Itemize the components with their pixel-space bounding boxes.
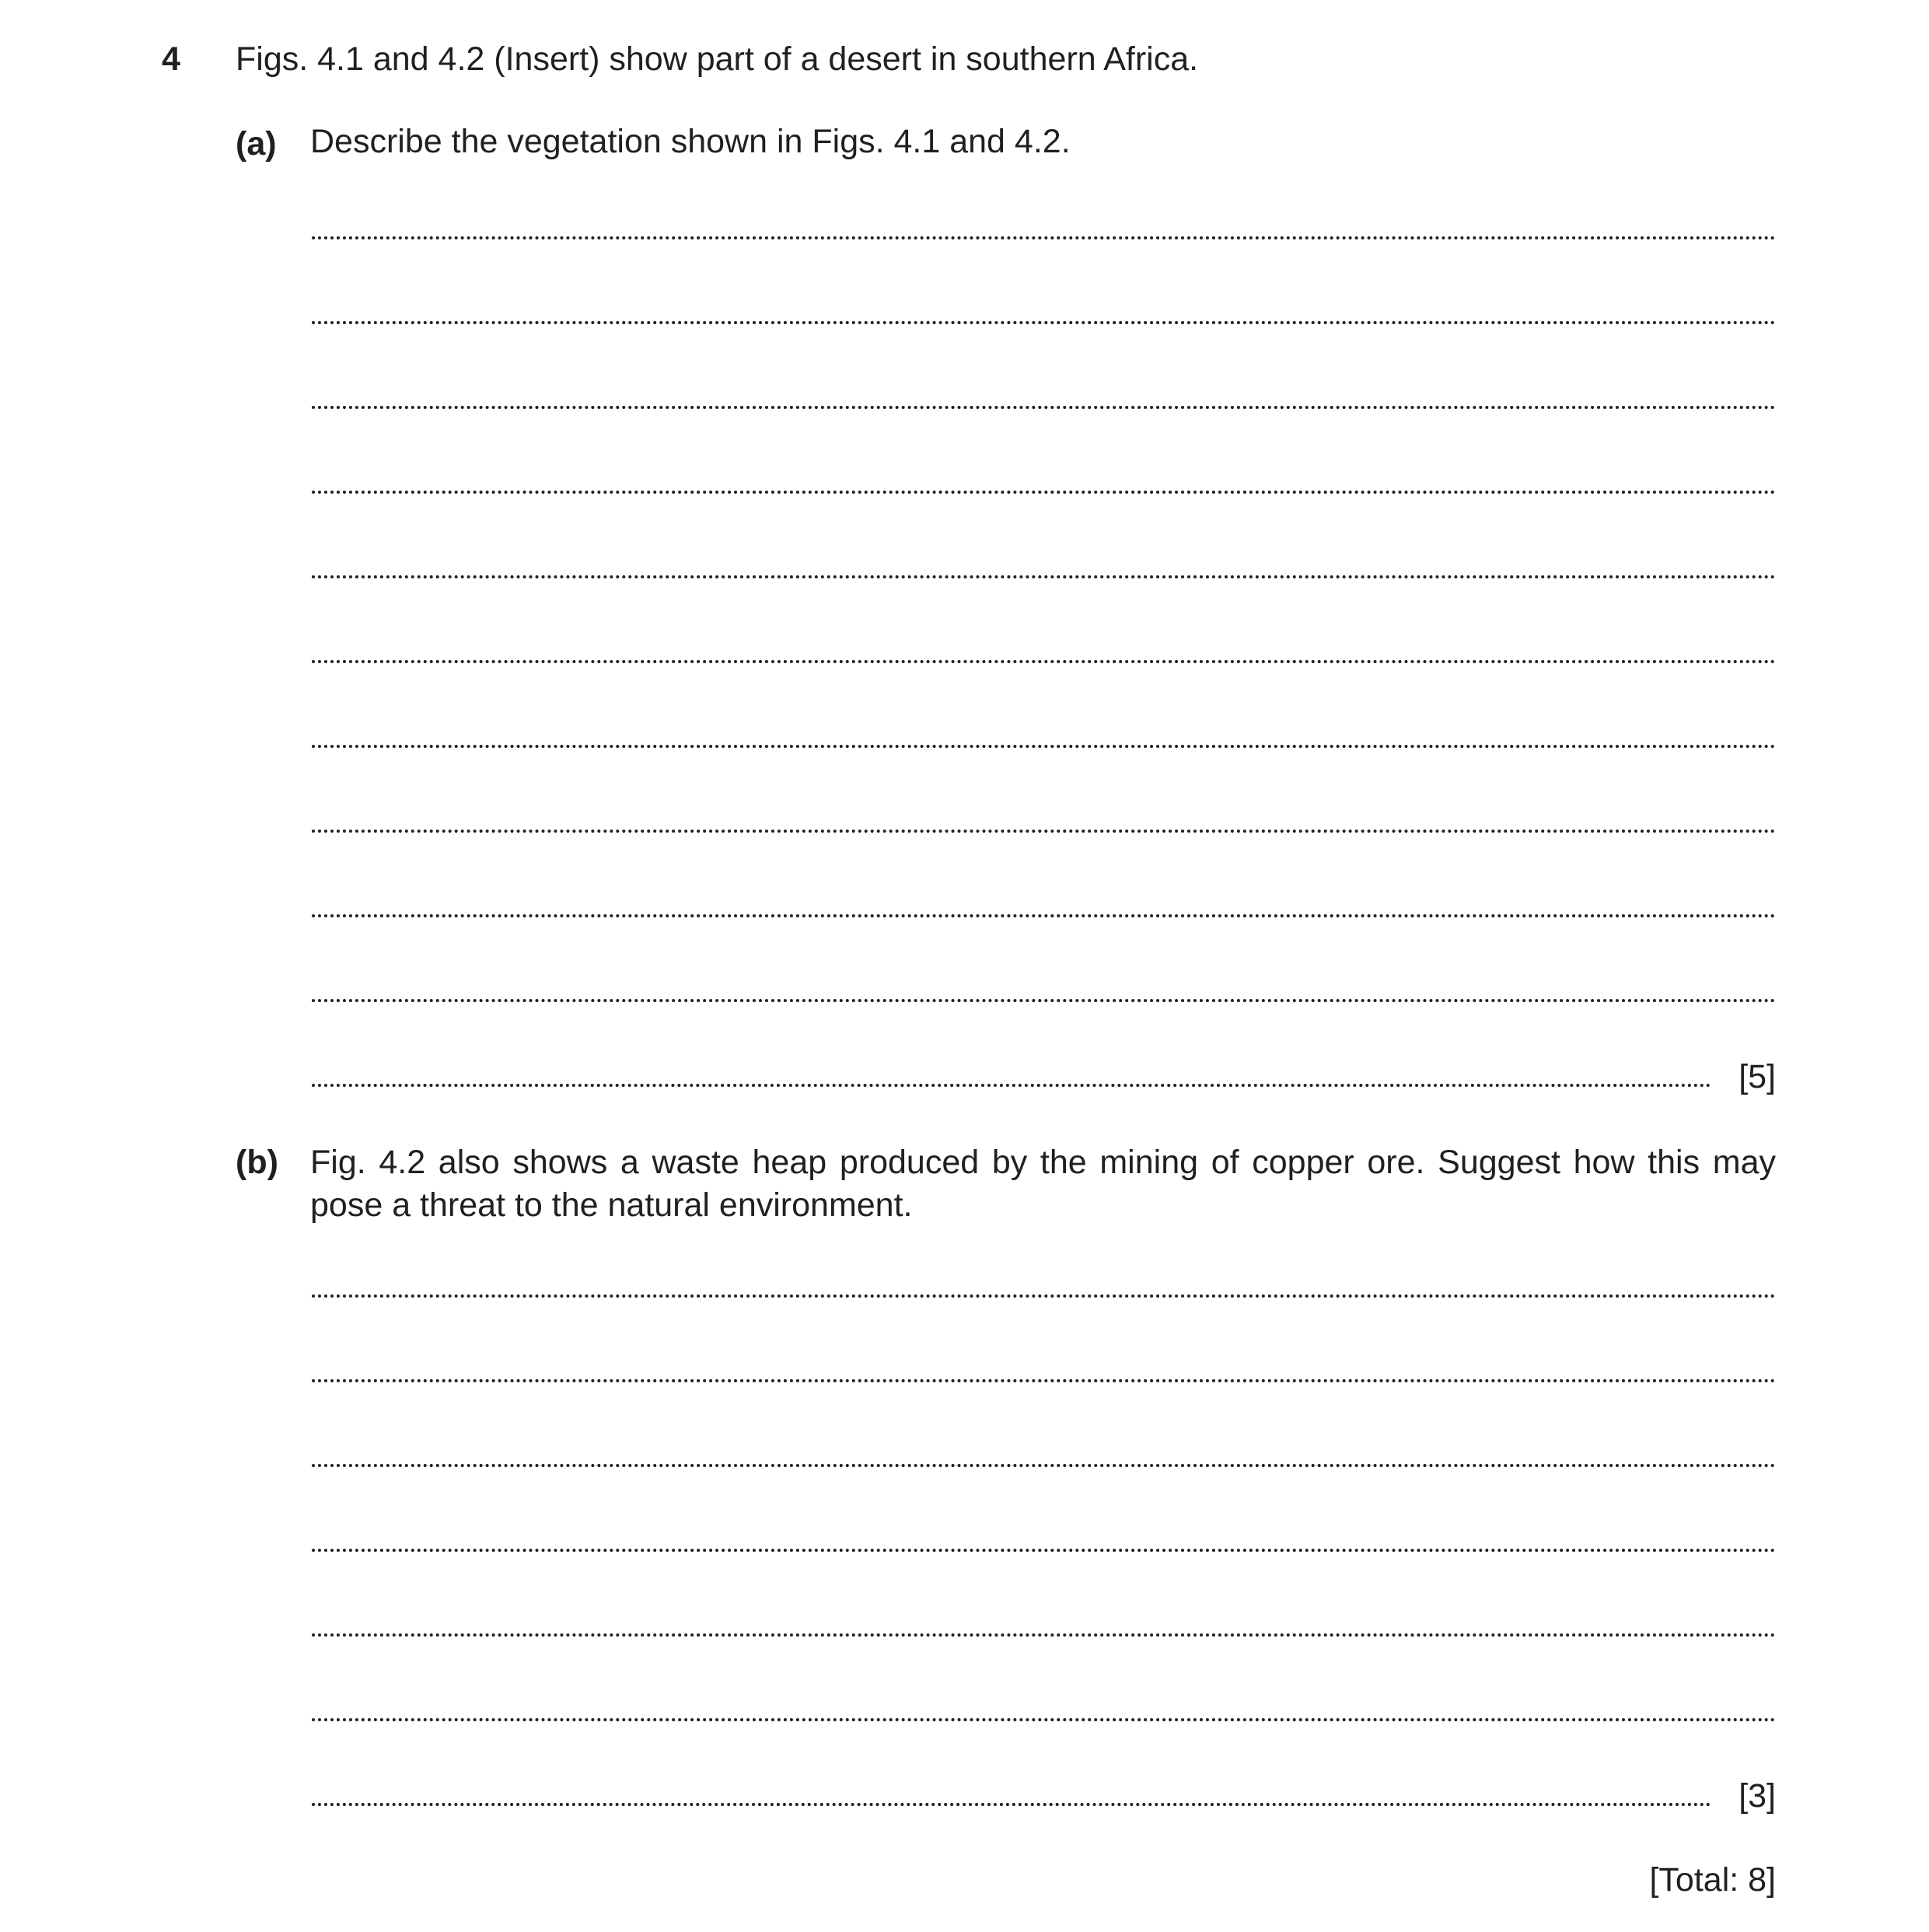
answer-line-a11[interactable] — [312, 1084, 1711, 1087]
answer-line-a6[interactable] — [312, 660, 1776, 663]
question-total: [Total: 8] — [1649, 1861, 1776, 1899]
answer-line-a1[interactable] — [312, 236, 1776, 239]
answer-line-a4[interactable] — [312, 491, 1776, 494]
answer-line-a10[interactable] — [312, 999, 1776, 1002]
answer-line-b3[interactable] — [312, 1464, 1776, 1467]
answer-line-a9[interactable] — [312, 914, 1776, 917]
answer-line-b1[interactable] — [312, 1294, 1776, 1298]
answer-line-a8[interactable] — [312, 830, 1776, 833]
part-a-label: (a) — [236, 125, 277, 162]
question-number: 4 — [162, 40, 180, 78]
part-b-label: (b) — [236, 1144, 278, 1181]
part-b-text: Fig. 4.2 also shows a waste heap produced by the mining of copper ore. Suggest how this may pose a threat to the natural environment. — [310, 1144, 1776, 1224]
answer-line-a5[interactable] — [312, 575, 1776, 578]
answer-line-b5[interactable] — [312, 1633, 1776, 1637]
part-b-marks: [3] — [1739, 1777, 1776, 1815]
answer-line-b6[interactable] — [312, 1718, 1776, 1721]
answer-line-b7[interactable] — [312, 1803, 1711, 1806]
answer-line-b4[interactable] — [312, 1549, 1776, 1552]
answer-line-a2[interactable] — [312, 321, 1776, 324]
part-a-marks: [5] — [1739, 1058, 1776, 1095]
question-stem: Figs. 4.1 and 4.2 (Insert) show part of a desert in southern Africa. — [236, 40, 1199, 78]
part-a-text: Describe the vegetation shown in Figs. 4.1 and 4.2. — [310, 123, 1071, 160]
answer-line-a3[interactable] — [312, 406, 1776, 409]
answer-line-b2[interactable] — [312, 1379, 1776, 1382]
answer-line-a7[interactable] — [312, 745, 1776, 748]
